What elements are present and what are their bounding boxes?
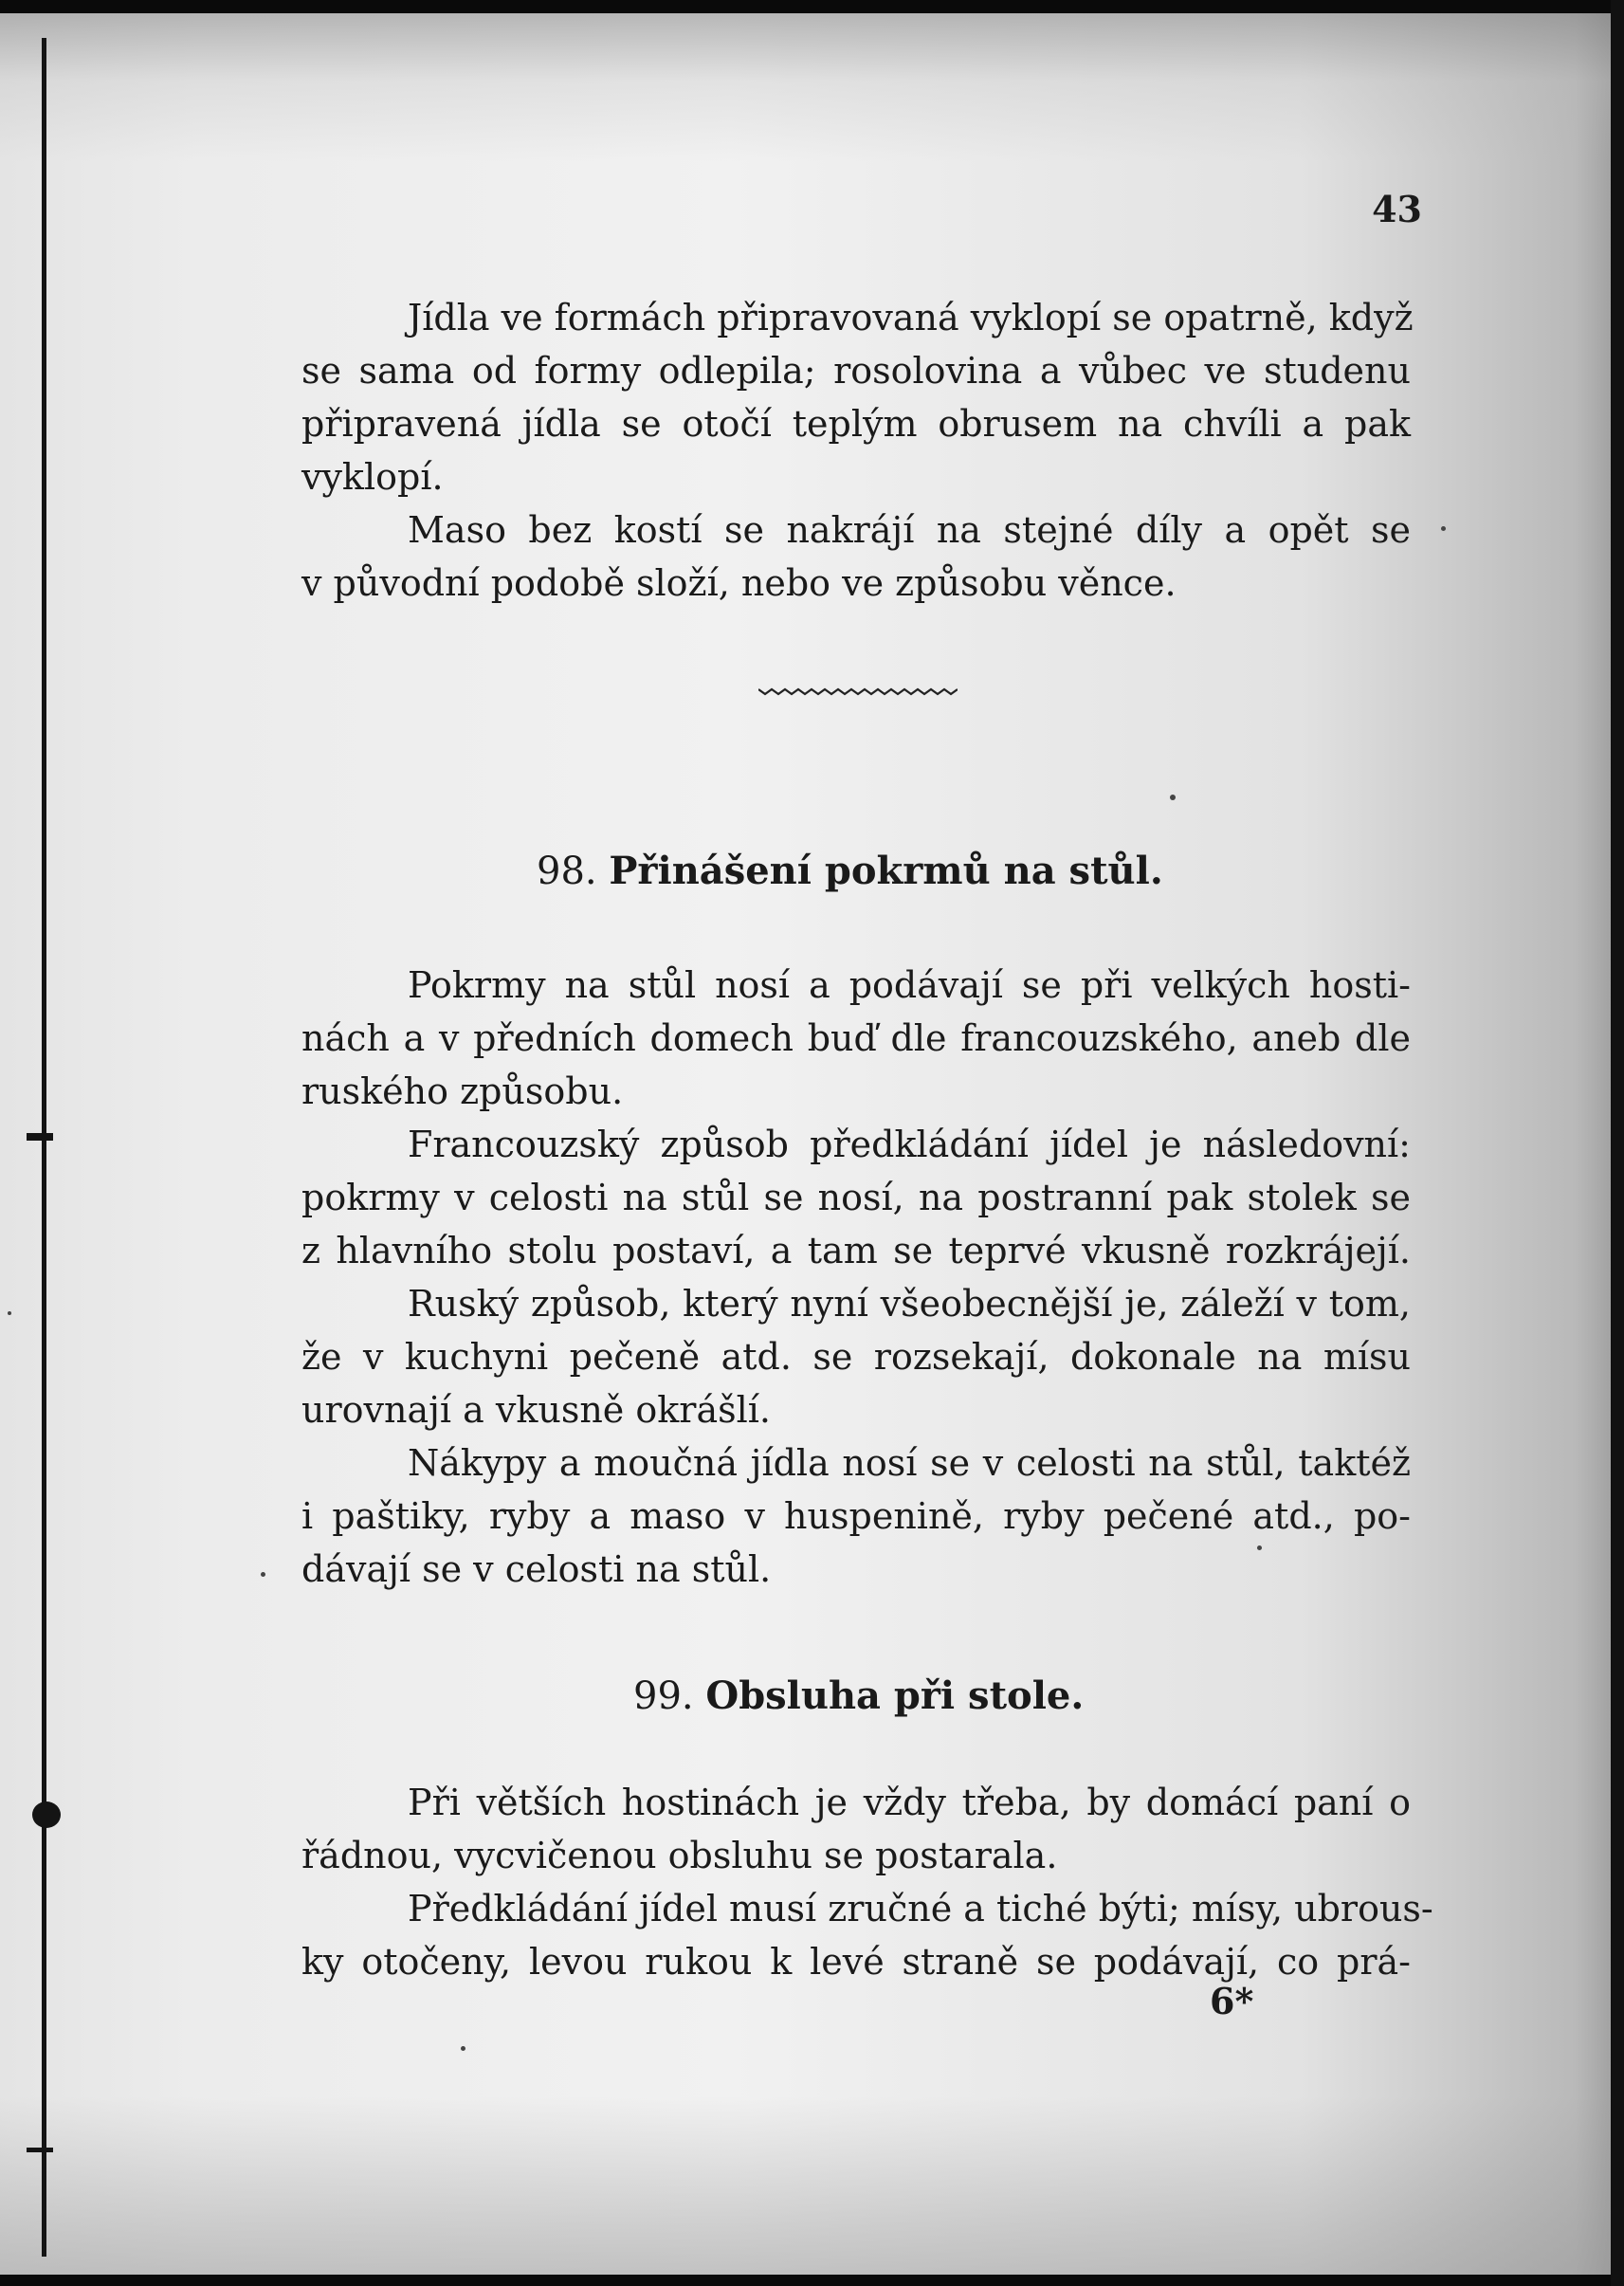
text-line: připravená jídla se otočí teplým obrusem na chvíli a pak (301, 403, 1411, 445)
binding-mark (27, 1133, 53, 1141)
scan-top-shadow (0, 0, 1624, 161)
section-divider-ornament (758, 685, 958, 698)
text-line: Jídla ve formách připravovaná vyklopí se opatrně, když (408, 297, 1414, 338)
text-line: ky otočeny, levou rukou k levé straně se podávají, co prá- (301, 1941, 1411, 1983)
text-line: Ruský způsob, který nyní všeobecnější je, záleží v tom, (408, 1283, 1411, 1325)
binding-blot (32, 1801, 61, 1828)
text-line: že v kuchyni pečeně atd. se rozsekají, dokonale na mísu (301, 1336, 1411, 1378)
scan-bottom-shadow (0, 2096, 1624, 2286)
text-line: ruského způsobu. (301, 1070, 624, 1112)
text-line: Předkládání jídel musí zručné a tiché býti; mísy, ubrous- (408, 1888, 1433, 1929)
scan-speck (8, 1311, 11, 1315)
text-line: se sama od formy odlepila; rosolovina a vůbec ve studenu (301, 350, 1411, 392)
text-line: v původní podobě složí, nebo ve způsobu věnce. (301, 562, 1177, 604)
text-line: nách a v předních domech buď dle francouzského, aneb dle (301, 1017, 1411, 1059)
text-line: vyklopí. (301, 456, 444, 498)
scan-right-border (1611, 0, 1624, 2286)
section-number: 98. (537, 850, 597, 893)
scan-speck (1441, 526, 1446, 531)
section-number: 99. (633, 1674, 694, 1718)
section-heading-98 (537, 849, 1163, 893)
text-line: Maso bez kostí se nakrájí na stejné díly a opět se (408, 509, 1411, 551)
text-line: z hlavního stolu postaví, a tam se teprvé vkusně rozkrájejí. (301, 1230, 1411, 1271)
binding-mark (27, 2148, 53, 2152)
text-line: Pokrmy na stůl nosí a podávají se při velkých hosti- (408, 964, 1411, 1006)
text-line: i paštiky, ryby a maso v huspenině, ryby pečené atd., po- (301, 1495, 1411, 1537)
text-line: urovnají a vkusně okrášlí. (301, 1389, 771, 1431)
section-title: Přinášení pokrmů na stůl. (609, 849, 1163, 893)
section-title: Obsluha při stole. (705, 1673, 1085, 1718)
printer-signature-mark: 6* (1210, 1980, 1254, 2022)
binding-margin-line (42, 38, 46, 2257)
scan-speck (1170, 795, 1176, 800)
scan-top-border (0, 0, 1624, 13)
scan-speck (261, 1572, 265, 1577)
text-line: řádnou, vycvičenou obsluhu se postarala. (301, 1835, 1058, 1876)
text-line: dávají se v celosti na stůl. (301, 1548, 772, 1590)
section-heading-99 (633, 1673, 1084, 1718)
page-number: 43 (1372, 188, 1422, 230)
text-line: pokrmy v celosti na stůl se nosí, na postranní pak stolek se (301, 1177, 1411, 1218)
text-line: Nákypy a moučná jídla nosí se v celosti na stůl, taktéž (408, 1442, 1411, 1484)
text-line: Při větších hostinách je vždy třeba, by domácí paní o (408, 1782, 1411, 1823)
scan-bottom-border (0, 2275, 1624, 2286)
scan-speck (461, 2046, 465, 2051)
text-line: Francouzský způsob předkládání jídel je následovní: (408, 1124, 1411, 1165)
